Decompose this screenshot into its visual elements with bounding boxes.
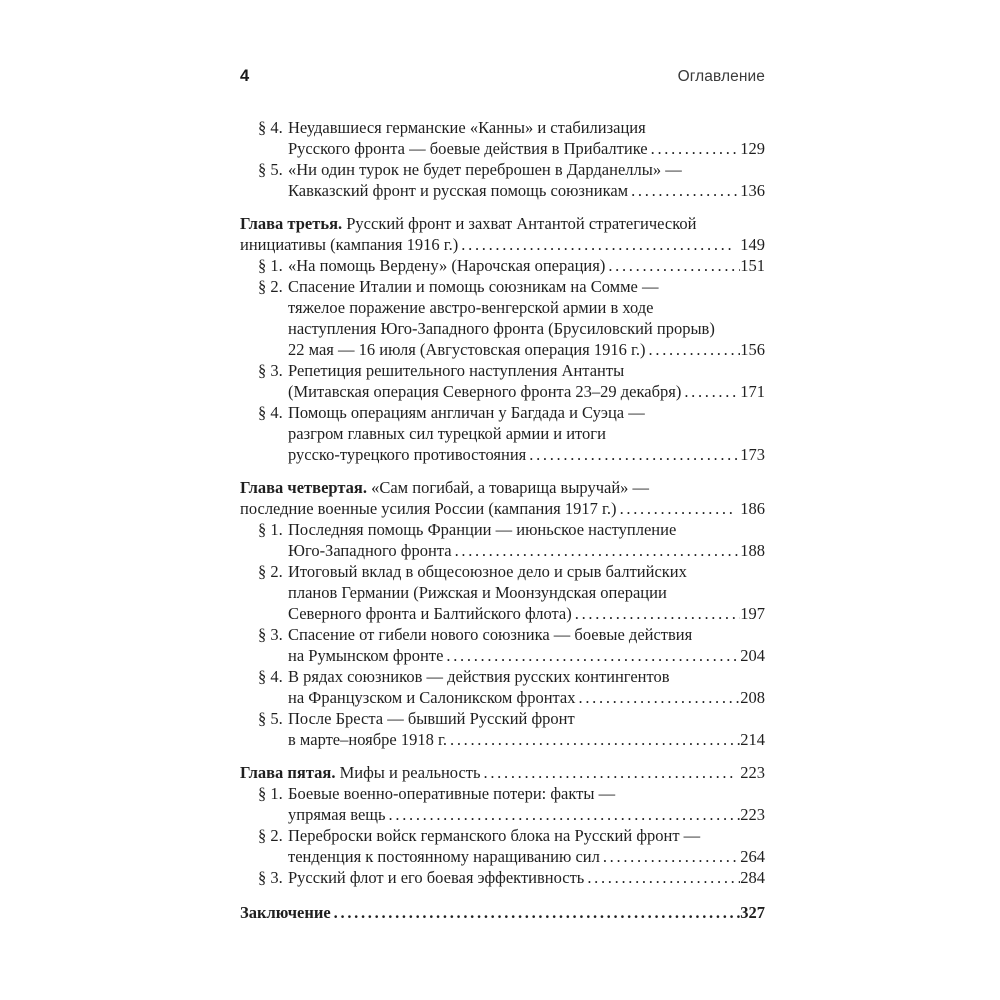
section-prefix: § 3. — [258, 361, 283, 380]
toc-entry-text: Итоговый вклад в общесоюзное дело и срыв балтийских — [288, 562, 687, 581]
section-prefix: § 2. — [258, 826, 283, 845]
toc-line — [258, 117, 765, 138]
chapter-label: Глава третья. — [240, 214, 343, 233]
toc-entry-section — [240, 276, 765, 360]
toc-entry-text: «На помощь Вердену» (Нарочская операция) — [288, 256, 606, 275]
toc-page-number: 223 — [740, 805, 765, 824]
toc-line — [288, 423, 765, 444]
toc-entry-conclusion — [240, 902, 765, 923]
toc-entry-text: на Французском и Салоникском фронтах — [288, 688, 576, 707]
toc-line — [258, 825, 765, 846]
toc-line — [288, 603, 765, 624]
toc-line — [288, 687, 765, 708]
toc-entry-text: в марте–ноябре 1918 г. — [288, 730, 447, 749]
toc-entry-text: русско-турецкого противостояния — [288, 445, 527, 464]
toc-line — [288, 444, 765, 465]
dot-leader — [608, 255, 740, 276]
toc-entry-text: Юго-Западного фронта — [288, 541, 452, 560]
dot-leader — [620, 498, 736, 519]
toc-line — [288, 846, 765, 867]
toc-page-number: 186 — [740, 499, 765, 518]
toc-page-number: 129 — [740, 139, 765, 158]
toc-entry-text: Помощь операциям англичан у Багдада и Суэца — — [288, 403, 645, 422]
toc-entry-text: последние военные усилия России (кампания 1917 г.) — [240, 499, 617, 518]
toc-line — [258, 402, 765, 423]
dot-leader — [455, 540, 741, 561]
dot-leader — [575, 603, 740, 624]
toc-page-number: 223 — [740, 763, 765, 782]
toc-entry-section — [240, 666, 765, 708]
section-prefix: § 5. — [258, 709, 283, 728]
toc-entry-text: Северного фронта и Балтийского флота) — [288, 604, 572, 623]
toc-line — [288, 645, 765, 666]
toc-entry-text: Спасение Италии и помощь союзникам на Сомме — — [288, 277, 659, 296]
toc-page-number: 151 — [740, 256, 765, 275]
toc-line — [258, 159, 765, 180]
page-content — [240, 66, 765, 923]
dot-leader — [450, 729, 740, 750]
toc-page-number: 197 — [740, 604, 765, 623]
dot-leader — [461, 234, 735, 255]
toc-page-number: 284 — [740, 868, 765, 887]
toc-entry-text: Неудавшиеся германские «Канны» и стабилизация — [288, 118, 646, 137]
section-prefix: § 3. — [258, 868, 283, 887]
toc-entry-text: Репетиция решительного наступления Антанты — [288, 361, 625, 380]
toc-entry-text: Спасение от гибели нового союзника — боевые действия — [288, 625, 693, 644]
toc-page-number: 264 — [740, 847, 765, 866]
toc-entry-text: тенденция к постоянному наращиванию сил — [288, 847, 600, 866]
toc-entry-section — [240, 255, 765, 276]
toc-line — [288, 729, 765, 750]
dot-leader — [684, 381, 740, 402]
dot-leader — [334, 902, 741, 923]
toc-entry-text: Глава третья. Русский фронт и захват Антантой стратегической — [240, 214, 697, 233]
section-prefix: § 4. — [258, 403, 283, 422]
toc-entry-section — [240, 708, 765, 750]
toc-entry-text: Последняя помощь Франции — июньское наступление — [288, 520, 677, 539]
toc-line — [288, 582, 765, 603]
toc-entry-text: 22 мая — 16 июля (Августовская операция 1916 г.) — [288, 340, 646, 359]
section-prefix: § 2. — [258, 562, 283, 581]
toc-line — [288, 138, 765, 159]
toc-line — [240, 498, 765, 519]
toc-line — [288, 339, 765, 360]
dot-leader — [631, 180, 740, 201]
running-head — [240, 66, 765, 87]
toc-entry-text: «Ни один турок не будет переброшен в Дарданеллы» — — [288, 160, 682, 179]
section-prefix: § 1. — [258, 520, 283, 539]
toc-entry-section — [240, 825, 765, 867]
toc-line — [240, 477, 765, 498]
toc-line — [258, 360, 765, 381]
dot-leader — [603, 846, 740, 867]
chapter-label: Глава пятая. — [240, 763, 336, 782]
toc-page-number: 208 — [740, 688, 765, 707]
toc-entry-text: Боевые военно-оперативные потери: факты — — [288, 784, 616, 803]
section-prefix: § 5. — [258, 160, 283, 179]
toc-entry-section — [240, 360, 765, 402]
toc-entry-text: Русского фронта — боевые действия в Прибалтике — [288, 139, 648, 158]
toc-entry-text: наступления Юго-Западного фронта (Брусиловский прорыв) — [288, 319, 715, 338]
toc-line — [258, 867, 765, 888]
toc-entry-text: планов Германии (Рижская и Моонзундская операции — [288, 583, 667, 602]
toc-entry-section — [240, 402, 765, 465]
toc-entry-section — [240, 783, 765, 825]
toc-line — [258, 666, 765, 687]
page-number: 4 — [240, 67, 250, 85]
toc-page-number: 173 — [740, 445, 765, 464]
chapter-label: Заключение — [240, 903, 331, 922]
toc-line — [288, 381, 765, 402]
toc-page-number: 156 — [740, 340, 765, 359]
toc-entry-text: инициативы (кампания 1916 г.) — [240, 235, 459, 254]
toc-entry-text — [240, 902, 331, 923]
toc-line — [240, 213, 765, 234]
toc-page-number: 327 — [740, 903, 765, 922]
dot-leader — [649, 339, 741, 360]
toc-entry-section — [240, 624, 765, 666]
toc-entry-section — [240, 519, 765, 561]
dot-leader — [446, 645, 740, 666]
toc-page-number: 188 — [740, 541, 765, 560]
toc-line — [288, 297, 765, 318]
toc-line — [258, 561, 765, 582]
toc-entry-text: Глава четвертая. «Сам погибай, а товарища выручай» — — [240, 478, 650, 497]
section-prefix: § 4. — [258, 118, 283, 137]
toc-entry-chapter — [240, 477, 765, 519]
toc-entry-text: тяжелое поражение австро-венгерской армии в ходе — [288, 298, 654, 317]
toc-line — [240, 762, 765, 783]
toc-line — [288, 804, 765, 825]
toc-line — [288, 540, 765, 561]
toc-entry-text: упрямая вещь — [288, 805, 386, 824]
dot-leader — [579, 687, 741, 708]
chapter-label: Глава четвертая. — [240, 478, 367, 497]
toc-list — [240, 117, 765, 923]
toc-entry-text: Глава пятая. Мифы и реальность — [240, 763, 481, 782]
toc-page-number: 149 — [740, 235, 765, 254]
toc-line — [258, 708, 765, 729]
toc-entry-chapter — [240, 762, 765, 783]
toc-line — [258, 624, 765, 645]
toc-line — [240, 902, 765, 923]
toc-entry-section — [240, 867, 765, 888]
toc-entry-text: В рядах союзников — действия русских контингентов — [288, 667, 670, 686]
toc-line — [240, 234, 765, 255]
toc-entry-text: Русский флот и его боевая эффективность — [288, 868, 585, 887]
toc-entry-section — [240, 561, 765, 624]
dot-leader — [484, 762, 736, 783]
toc-line — [258, 255, 765, 276]
toc-line — [258, 783, 765, 804]
toc-page-number: 214 — [740, 730, 765, 749]
toc-line — [288, 180, 765, 201]
section-prefix: § 4. — [258, 667, 283, 686]
dot-leader — [529, 444, 740, 465]
dot-leader — [389, 804, 741, 825]
running-title: Оглавление — [677, 68, 765, 85]
toc-entry-text: разгром главных сил турецкой армии и итоги — [288, 424, 606, 443]
toc-entry-text: на Румынском фронте — [288, 646, 444, 665]
section-prefix: § 3. — [258, 625, 283, 644]
section-prefix: § 1. — [258, 784, 283, 803]
toc-page-number: 204 — [740, 646, 765, 665]
dot-leader — [587, 867, 740, 888]
dot-leader — [651, 138, 741, 159]
toc-page-number: 171 — [740, 382, 765, 401]
section-prefix: § 1. — [258, 256, 283, 275]
toc-entry-section — [240, 159, 765, 201]
toc-line — [258, 276, 765, 297]
toc-entry-text: Переброски войск германского блока на Русский фронт — — [288, 826, 701, 845]
toc-entry-text: (Митавская операция Северного фронта 23–29 декабря) — [288, 382, 682, 401]
toc-entry-chapter — [240, 213, 765, 255]
toc-line — [258, 519, 765, 540]
toc-entry-section — [240, 117, 765, 159]
toc-page-number: 136 — [740, 181, 765, 200]
toc-entry-text: После Бреста — бывший Русский фронт — [288, 709, 575, 728]
toc-entry-text: Кавказский фронт и русская помощь союзникам — [288, 181, 629, 200]
toc-line — [288, 318, 765, 339]
section-prefix: § 2. — [258, 277, 283, 296]
